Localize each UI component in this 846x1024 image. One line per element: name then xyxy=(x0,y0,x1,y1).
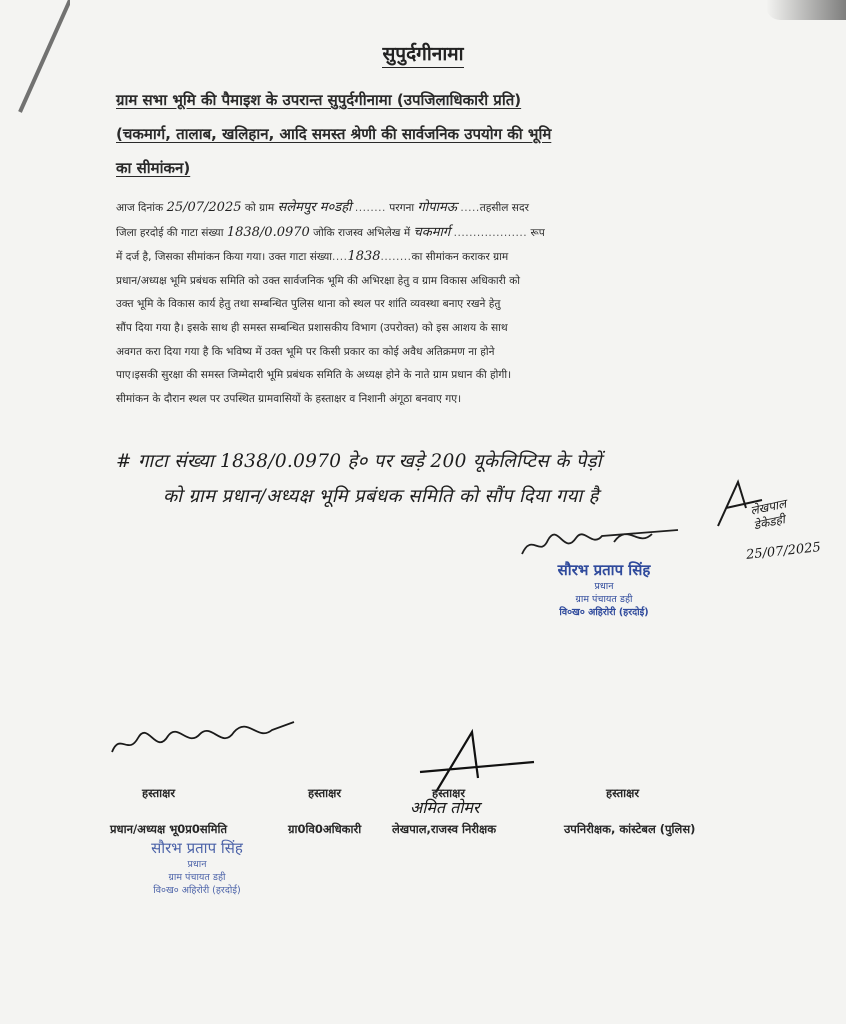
filled-gata-no: 1838 xyxy=(347,249,381,265)
handwritten-note-line-2: को ग्राम प्रधान/अध्यक्ष भूमि प्रबंधक समिति को सौंप दिया गया है xyxy=(163,486,599,507)
corner-smudge xyxy=(766,0,846,20)
body-line-3: में दर्ज है, जिसका सीमांकन किया गया। उक्त गाटा संख्या....1838........का सीमांकन कराकर ग्राम xyxy=(116,249,509,265)
sign-label-2: हस्ताक्षर xyxy=(308,786,342,800)
heading-line-2: (चकमार्ग, तालाब, खलिहान, आदि समस्त श्रेणी की सार्वजनिक उपयोग की भूमि xyxy=(116,125,552,143)
signatory-police: उपनिरीक्षक, कांस्टेबल (पुलिस) xyxy=(564,822,696,836)
sign-label-3: हस्ताक्षर xyxy=(432,786,466,800)
signatory-lekhpal: लेखपाल,राजस्व निरीक्षक xyxy=(392,822,497,836)
pradhan-stamp-left: सौरभ प्रताप सिंह प्रधान ग्राम पंचायत डही वि०ख० अहिरोरी (हरदोई) xyxy=(151,839,243,896)
filled-village: सलेमपुर म०डही xyxy=(277,200,352,215)
body-line-2: जिला हरदोई की गाटा संख्या 1838/0.0970 जोकि राजस्व अभिलेख में चकमार्ग ................... रूप xyxy=(116,224,545,240)
body-line-4: प्रधान/अध्यक्ष भूमि प्रबंधक समिति को उक्त सार्वजनिक भूमि की अभिरक्षा हेतु व ग्राम विकास अधिकारी को xyxy=(116,274,520,287)
signatory-pradhan: प्रधान/अध्यक्ष भू0प्र0समिति xyxy=(110,822,227,836)
sign-label-1: हस्ताक्षर xyxy=(142,786,176,800)
body-line-5: उक्त भूमि के विकास कार्य हेतु तथा सम्बन्धित पुलिस थाना को स्थल पर शांति व्यवस्था बनाए रखने हेतु xyxy=(116,298,501,311)
body-paragraph xyxy=(116,196,752,411)
body-line-9: सीमांकन के दौरान स्थल पर उपस्थित ग्रामवासियों के हस्ताक्षर व निशानी अंगूठा बनवाए गए। xyxy=(116,392,462,405)
body-line-7: अवगत करा दिया गया है कि भविष्य में उक्त भूमि पर किसी प्रकार का कोई अवैध अतिक्रमण ना होने xyxy=(116,345,495,358)
body-line-1: आज दिनांक 25/07/2025 को ग्राम सलेमपुर म०डही ........ परगना गोपामऊ .....तहसील सदर xyxy=(116,200,529,215)
signatory-gram-vikas: ग्रा0वि0अधिकारी xyxy=(288,822,362,836)
body-line-6: सौंप दिया गया है। इसके साथ ही समस्त सम्बन्धित प्रशासकीय विभाग (उपरोक्त) को इस आशय के साथ xyxy=(116,321,508,334)
lekhpal-signature xyxy=(410,728,540,798)
pradhan-signature-bottom xyxy=(108,712,298,772)
document-title: सुपुर्दगीनामा xyxy=(0,40,846,66)
right-annotation: लेखपाल डेकेडही xyxy=(749,496,788,533)
filled-gata-area: 1838/0.0970 xyxy=(226,224,310,240)
heading-line-3: का सीमांकन) xyxy=(116,159,191,177)
body-line-8: पाए।इसकी सुरक्षा की समस्त जिम्मेदारी भूमि प्रबंधक समिति के अध्यक्ष होने के नाते ग्राम प्रधान की होगी। xyxy=(116,369,512,382)
right-annotation-date: 25/07/2025 xyxy=(745,540,822,563)
sign-label-4: हस्ताक्षर xyxy=(606,786,640,800)
handwritten-note-line-1: # गाटा संख्या 1838/0.0970 हे० पर खड़े 200 यूकेलिप्टिस के पेड़ों xyxy=(116,451,602,472)
lekhpal-name: अमित तोमर xyxy=(410,798,480,817)
filled-land-type: चकमार्ग xyxy=(413,224,451,240)
filled-pargana: गोपामऊ xyxy=(417,200,457,215)
pradhan-signature-right xyxy=(518,518,688,566)
heading-line-1: ग्राम सभा भूमि की पैमाइश के उपरान्त सुपुर्दगीनामा (उपजिलाधिकारी प्रति) xyxy=(116,91,522,109)
pradhan-stamp-right: सौरभ प्रताप सिंह प्रधान ग्राम पंचायत डही वि०ख० अहिरोरी (हरदोई) xyxy=(557,561,651,618)
filled-date: 25/07/2025 xyxy=(166,200,242,215)
